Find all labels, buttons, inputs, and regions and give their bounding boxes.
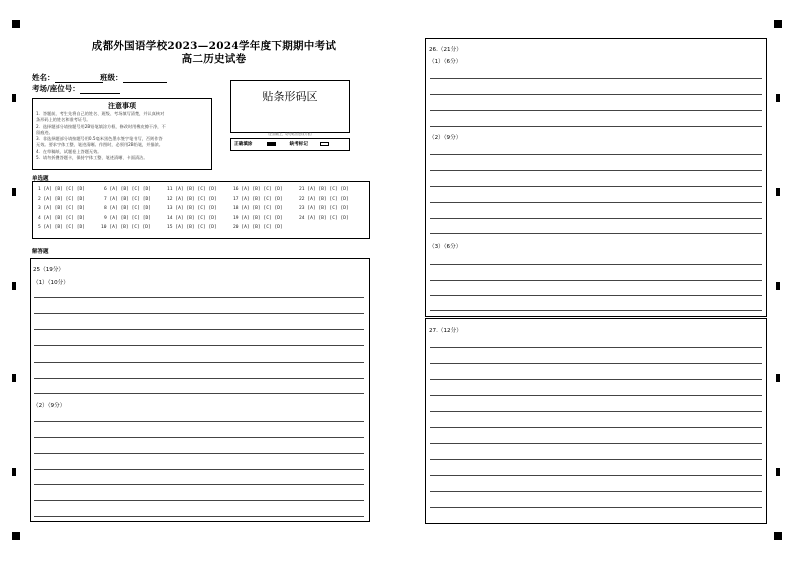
q26-part2-answer-line[interactable] [430,170,762,171]
timing-mark [776,374,780,382]
barcode-area [230,80,350,136]
q26-part2-label: （2）（9分） [429,135,462,141]
name-label: 姓名： [32,73,55,82]
mc-question-row[interactable]: 5 [A] [B] [C] [D] [38,225,86,230]
mc-question-row[interactable]: 19 [A] [B] [C] [D] [233,216,283,221]
q25-part1-answer-line[interactable] [34,378,364,379]
class-field[interactable] [100,72,167,83]
mc-question-row[interactable]: 14 [A] [B] [C] [D] [167,216,217,221]
barcode-title: 贴条形码区 [262,90,318,103]
q26-part2-answer-line[interactable] [430,202,762,203]
timing-mark [776,94,780,102]
q26-part1-answer-line[interactable] [430,94,762,95]
q26-part1-label: （1）（6分） [429,59,462,65]
q26-part2-answer-line[interactable] [430,154,762,155]
q25-part1-answer-line[interactable] [34,345,364,346]
q26-part2-answer-line[interactable] [430,218,762,219]
mc-question-row[interactable]: 15 [A] [B] [C] [D] [167,225,217,230]
notice-item: 2．选择题部分请按题号用2B铅笔填涂方框，修改时用橡皮擦干净，不 [36,123,166,129]
notice-item: 5．请勿折叠答题卡，保持字体工整、笔迹清晰、卡面清洁。 [36,155,148,161]
notice-item: 3．非选择题部分请按题号用0.5毫米黑色墨水签字笔书写，否则作答 [36,136,163,142]
q26-part1-answer-line[interactable] [430,126,762,127]
q25-part2-answer-line[interactable] [34,484,364,485]
q26-part1-answer-line[interactable] [430,110,762,111]
q27-answer-line[interactable] [430,395,762,396]
answer-section-label: 解答题 [32,249,49,255]
mc-question-row[interactable]: 3 [A] [B] [C] [D] [38,206,86,211]
q27-answer-line[interactable] [430,459,762,460]
exam-room-label: 考场/座位号： [32,84,80,93]
timing-mark [12,282,16,290]
exam-subtitle: 高二历史试卷 [181,53,247,65]
timing-mark [776,188,780,196]
timing-mark [12,374,16,382]
absent-mark-checkbox[interactable] [320,142,329,146]
q25-part1-answer-line[interactable] [34,362,364,363]
q26-part3-answer-line[interactable] [430,280,762,281]
q27-answer-line[interactable] [430,363,762,364]
notice-item: 留痕迹。 [36,129,53,135]
q27-answer-line[interactable] [430,411,762,412]
mc-question-row[interactable]: 7 [A] [B] [C] [D] [104,197,152,202]
timing-mark [776,468,780,476]
notice-item: 条形码上的姓名和准考证号。 [36,117,91,123]
mc-section-label: 单选题 [32,176,49,182]
correct-fill-label: 正确填涂 [234,142,253,147]
q25-part2-label: （2）（9分） [33,403,66,409]
mc-question-row[interactable]: 22 [A] [B] [C] [D] [299,197,349,202]
q27-answer-line[interactable] [430,427,762,428]
q26-part1-answer-line[interactable] [430,78,762,79]
q25-part2-answer-line[interactable] [34,437,364,438]
mc-question-row[interactable]: 8 [A] [B] [C] [D] [104,206,152,211]
registration-mark-top-left [12,20,20,28]
fill-legend [230,138,350,151]
notice-title: 注意事项 [108,102,136,110]
q25-part1-answer-line[interactable] [34,297,364,298]
correct-fill-sample [267,142,276,146]
school-title: 成都外国语学校2023—2024学年度下期期中考试 [91,40,337,52]
timing-mark [12,94,16,102]
q25-part2-answer-line[interactable] [34,453,364,454]
q25-part1-answer-line[interactable] [34,329,364,330]
mc-question-row[interactable]: 18 [A] [B] [C] [D] [233,206,283,211]
q27-answer-box [425,318,767,524]
timing-mark [776,282,780,290]
timing-mark [12,188,16,196]
q26-part3-label: （3）（6分） [429,244,462,250]
mc-question-row[interactable]: 9 [A] [B] [C] [D] [104,216,152,221]
q25-part2-answer-line[interactable] [34,421,364,422]
mc-question-row[interactable]: 6 [A] [B] [C] [D] [104,187,152,192]
q26-title: 26.（21分） [429,47,462,53]
q26-part3-answer-line[interactable] [430,295,762,296]
mc-question-row[interactable]: 17 [A] [B] [C] [D] [233,197,283,202]
mc-question-row[interactable]: 2 [A] [B] [C] [D] [38,197,86,202]
mc-question-row[interactable]: 10 [A] [B] [C] [D] [101,225,151,230]
class-label: 班级： [100,73,123,82]
mc-question-row[interactable]: 16 [A] [B] [C] [D] [233,187,283,192]
q25-title: 25（19分） [33,267,65,273]
q25-part2-answer-line[interactable] [34,500,364,501]
timing-mark [12,468,16,476]
q27-answer-line[interactable] [430,507,762,508]
mc-question-row[interactable]: 20 [A] [B] [C] [D] [233,225,283,230]
q27-title: 27.（12分） [429,328,462,334]
q25-part2-answer-line[interactable] [34,469,364,470]
mc-question-row[interactable]: 11 [A] [B] [C] [D] [167,187,217,192]
q25-part1-answer-line[interactable] [34,393,364,394]
q25-part1-label: （1）（10分） [33,280,69,286]
notice-item: 1．答题前，考生先将自己的姓名、班级、考场填写清楚，并认真核对 [36,111,165,116]
q27-answer-line[interactable] [430,379,762,380]
q26-part2-answer-line[interactable] [430,233,762,234]
notice-item: 无效。要求字体工整、笔迹清晰。作图时，必须用2B铅笔，并描浓。 [36,142,163,148]
q25-part2-answer-line[interactable] [34,516,364,517]
q25-part1-answer-line[interactable] [34,313,364,314]
mc-question-row[interactable]: 23 [A] [B] [C] [D] [299,206,349,211]
q26-answer-box [425,38,767,317]
mc-question-row[interactable]: 13 [A] [B] [C] [D] [167,206,217,211]
notice-item: 4．在草稿纸、试题卷上答题无效。 [36,148,102,154]
q27-answer-line[interactable] [430,491,762,492]
name-field[interactable] [32,72,103,83]
q26-part3-answer-line[interactable] [430,264,762,265]
notice-box [32,98,212,170]
q26-part3-answer-line[interactable] [430,310,762,311]
q26-part2-answer-line[interactable] [430,186,762,187]
mc-question-row[interactable]: 4 [A] [B] [C] [D] [38,216,86,221]
absent-mark-label: 缺考标记 [289,142,308,147]
mc-question-row[interactable]: 21 [A] [B] [C] [D] [299,187,349,192]
mc-question-row[interactable]: 12 [A] [B] [C] [D] [167,197,217,202]
registration-mark-bottom-right [774,532,782,540]
q27-answer-line[interactable] [430,475,762,476]
q27-answer-line[interactable] [430,443,762,444]
mc-question-row[interactable]: 1 [A] [B] [C] [D] [38,187,86,192]
q27-answer-line[interactable] [430,347,762,348]
exam-room-field[interactable] [32,83,120,94]
mc-question-row[interactable]: 24 [A] [B] [C] [D] [299,216,349,221]
registration-mark-bottom-left [12,532,20,540]
barcode-note: （正面朝上，切勿贴出虚线方框） [266,132,314,136]
registration-mark-top-right [774,20,782,28]
